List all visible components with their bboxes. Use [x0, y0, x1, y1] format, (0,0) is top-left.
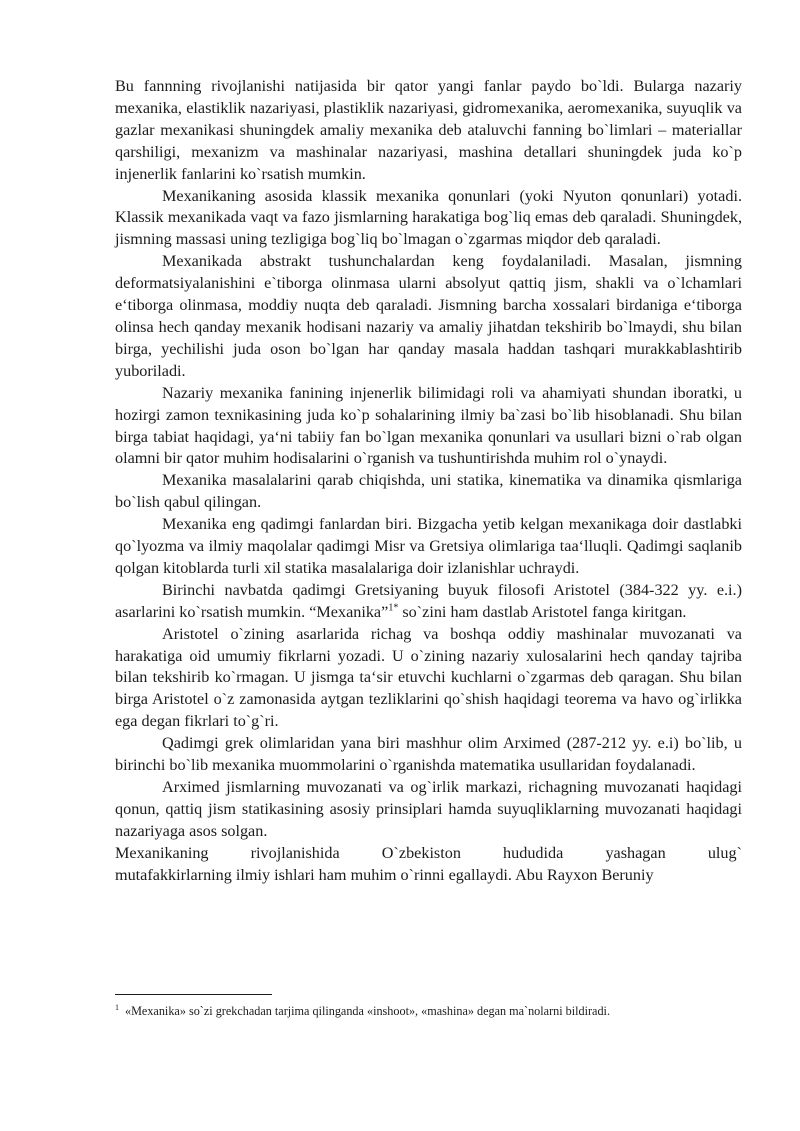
paragraph-2: Mexanikaning asosida klassik mexanika qonunlari (yoki Nyuton qonunlari) yotadi. Klassik mexanikada vaqt va fazo jismlarning harakatiga bog`liq emas deb qaraladi. Shuningdek, jismning massasi uning tezligiga bog`liq bo`lmagan o`zgarmas miqdor deb qaraladi.: [115, 186, 742, 249]
paragraph-4: Nazariy mexanika fanining injenerlik bilimidagi roli va ahamiyati shundan iboratki, u hozirgi zamon texnikasining juda ko`p sohalarining ilmiy ba`zasi bo`lib hisoblanadi. Shu bilan birga tabiat haqidagi, ya‘ni tabiiy fan bo`lgan mexanika qonunlari va usullari bizni o`rab olgan olamni bir qator muhim hodisalarini o`rganish va tushuntirishda muhim rol o`ynaydi.: [115, 383, 742, 468]
paragraph-1: Bu fannning rivojlanishi natijasida bir qator yangi fanlar paydo bo`ldi. Bularga nazariy mexanika, elastiklik nazariyasi, plastiklik nazariyasi, gidromexanika, aeromexanika, suyuqlik va gazlar mexanikasi shuningdek amaliy mexanika deb ataluvchi fanning bo`limlari – materiallar qarshiligi, mexanizm va mashinalar nazariyasi, mashina detallari shuningdek juda ko`p injenerlik fanlarini ko`rsatish mumkin.: [115, 77, 742, 183]
paragraph-9: Qadimgi grek olimlaridan yana biri mashhur olim Arximed (287-212 yy. e.i) bo`lib, u birinchi bo`lib mexanika muommolarini o`rganishda matematika usullaridan foydalanadi.: [115, 734, 742, 775]
document-body: [115, 76, 742, 887]
paragraph-aristotel: [115, 580, 742, 624]
paragraph-6: Mexanika eng qadimgi fanlardan biri. Bizgacha yetib kelgan mexanikaga doir dastlabki qo`lyozma va ilmiy maqolalar qadimgi Misr va Gretsiya olimlariga taa‘lluqli. Qadimgi saqlanib qolgan kitoblarda turli xil statika masalalariga doir izlanishlar uchraydi.: [115, 515, 742, 577]
aristotel-text-before: Birinchi navbatda qadimgi Gretsiyaning buyuk filosofi Aristotel (384-322 yy. e.i.) asarlarini ko`rsatish mumkin. “Mexanika”: [115, 580, 742, 621]
footnote-text: «Mexanika» so`zi grekchadan tarjima qilinganda «inshoot», «mashina» degan ma`nolarni bildiradi.: [125, 1004, 610, 1018]
footnote-separator: [115, 994, 272, 995]
footnote-reference[interactable]: 1*: [388, 602, 399, 614]
paragraph-5: Mexanika masalalarini qarab chiqishda, uni statika, kinematika va dinamika qismlariga bo`lish qabul qilingan.: [115, 471, 742, 512]
aristotel-text-after: so`zini ham dastlab Aristotel fanga kiritgan.: [398, 602, 687, 621]
paragraph-8: Aristotel o`zining asarlarida richag va boshqa oddiy mashinalar muvozanati va harakatiga oid umumiy fikrlarni yozadi. U o`zining nazariy xulosalarini hech qanday tajriba bilan tekshirib ko`rmagan. U jismga ta‘sir etuvchi kuchlarni o`zgarmas deb qaragan. Shu bilan birga Aristotel o`z zamonasida aytgan tezliklarini qo`shish haqidagi teorema va havo og`irlikka ega degan fikrlari to`g`ri.: [115, 624, 742, 731]
footnote-mark: 1: [115, 1002, 119, 1012]
paragraph-11-line-1: Mexanikaning rivojlanishida O`zbekiston hududida yashagan ulug`: [115, 843, 742, 862]
paragraph-3: Mexanikada abstrakt tushunchalardan keng foydalaniladi. Masalan, jismning deformatsiyalanishini e`tiborga olinmasa ularni absolyut qattiq jism, shakli va o`lchamlari e‘tiborga olinmasa, moddiy nuqta deb qaraladi. Jismning barcha xossalari birdaniga e‘tiborga olinsa hech qanday mexanik hodisani nazariy va amaliy jihatdan tekshirib bo`lmaydi, shu bilan birga, yechilishi juda oson bo`lgan har qanday masala haddan tashqari murakkablashtirib yuboriladi.: [115, 252, 742, 380]
footnote: [115, 1004, 755, 1019]
paragraph-10: Arximed jismlarning muvozanati va og`irlik markazi, richagning muvozanati haqidagi qonun, qattiq jism statikasining asosiy prinsiplari hamda suyuqliklarning muvozanati haqidagi nazariyaga asos solgan.: [115, 778, 742, 840]
paragraph-11-rest: mutafakkirlarning ilmiy ishlari ham muhim o`rinni egallaydi. Abu Rayxon Beruniy: [115, 865, 654, 884]
